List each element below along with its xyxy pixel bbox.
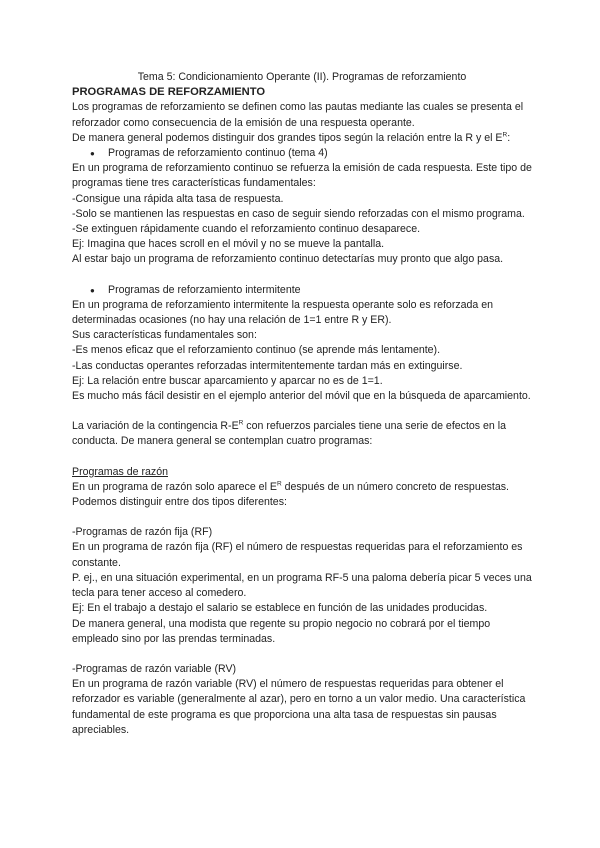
- fixed-line: De manera general, una modista que regente su propio negocio no cobrará por el tiempo empleado sino por las prendas terminadas.: [72, 617, 491, 645]
- intermittent-line: -Es menos eficaz que el reforzamiento continuo (se aprende más lentamente).: [72, 344, 441, 357]
- intro-paragraph-2: De manera general podemos distinguir dos grandes tipos según la relación entre la R y el $E^R$:: [72, 131, 511, 144]
- document-header: Tema 5: Condicionamiento Operante (II). Programas de reforzamiento: [137, 71, 467, 83]
- variable-line: En un programa de razón variable (RV) el número de respuestas requeridas para obtener el reforzador es variable (generalmente al azar), pero en torno a un valor medio. Una característica fundamental de este programa es que proporciona una alta tasa de respuestas sin pausas apreciables.: [72, 678, 526, 736]
- intermittent-line: Ej: La relación entre buscar aparcamiento y aparcar no es de 1=1.: [72, 374, 383, 387]
- ratio-paragraph: En un programa de razón solo aparece el $E^R$ después de un número concreto de respuestas. Podemos distinguir entre dos tipos diferentes:: [72, 480, 509, 509]
- intermittent-line: Es mucho más fácil desistir en el ejemplo anterior del móvil que en la búsqueda de aparcamiento.: [72, 390, 531, 403]
- document-page: [72, 70, 532, 738]
- fixed-line: Ej: En el trabajo a destajo el salario se establece en función de las unidades producidas.: [72, 602, 488, 615]
- continuous-line: Al estar bajo un programa de reforzamiento continuo detectarías muy pronto que algo pasa.: [72, 253, 504, 266]
- ratio-heading: Programas de razón: [72, 465, 168, 478]
- section-title: PROGRAMAS DE REFORZAMIENTO: [72, 86, 266, 99]
- continuous-line: -Solo se mantienen las respuestas en caso de seguir siendo reforzadas con el mismo programa.: [72, 207, 525, 220]
- continuous-line: En un programa de reforzamiento continuo se refuerza la emisión de cada respuesta. Este tipo de programas tiene tres características fundamentales:: [72, 162, 532, 190]
- fixed-heading: -Programas de razón fija (RF): [72, 526, 213, 539]
- continuous-line: -Se extinguen rápidamente cuando el reforzamiento continuo desaparece.: [72, 223, 421, 236]
- intro-paragraph-1: Los programas de reforzamiento se definen como las pautas mediante las cuales se presenta el reforzador como consecuencia de la emisión de una respuesta operante.: [72, 101, 524, 129]
- continuous-line: Ej: Imagina que haces scroll en el móvil y no se mueve la pantalla.: [72, 238, 385, 251]
- variation-paragraph: La variación de la contingencia $R-E^R$ con refuerzos parciales tiene una serie de efectos en la conducta. De manera general se contemplan cuatro programas:: [72, 419, 507, 448]
- intermittent-line: Sus características fundamentales son:: [72, 329, 257, 342]
- variable-heading: -Programas de razón variable (RV): [72, 662, 237, 675]
- bullet-continuous: ● Programas de reforzamiento continuo (tema 4): [72, 146, 532, 161]
- fixed-line: En un programa de razón fija (RF) el número de respuestas requeridas para el reforzamiento es constante.: [72, 541, 523, 569]
- bullet-intermittent: ● Programas de reforzamiento intermitente: [72, 283, 532, 298]
- intermittent-line: En un programa de reforzamiento intermitente la respuesta operante solo es reforzada en determinadas ocasiones (no hay una relación de 1=1 entre R y ER).: [72, 298, 494, 327]
- fixed-line: P. ej., en una situación experimental, en un programa RF-5 una paloma debería picar 5 veces una tecla para tener acceso al comedero.: [72, 571, 532, 600]
- intermittent-line: -Las conductas operantes reforzadas intermitentemente tardan más en extinguirse.: [72, 359, 463, 372]
- continuous-line: -Consigue una rápida alta tasa de respuesta.: [72, 192, 284, 205]
